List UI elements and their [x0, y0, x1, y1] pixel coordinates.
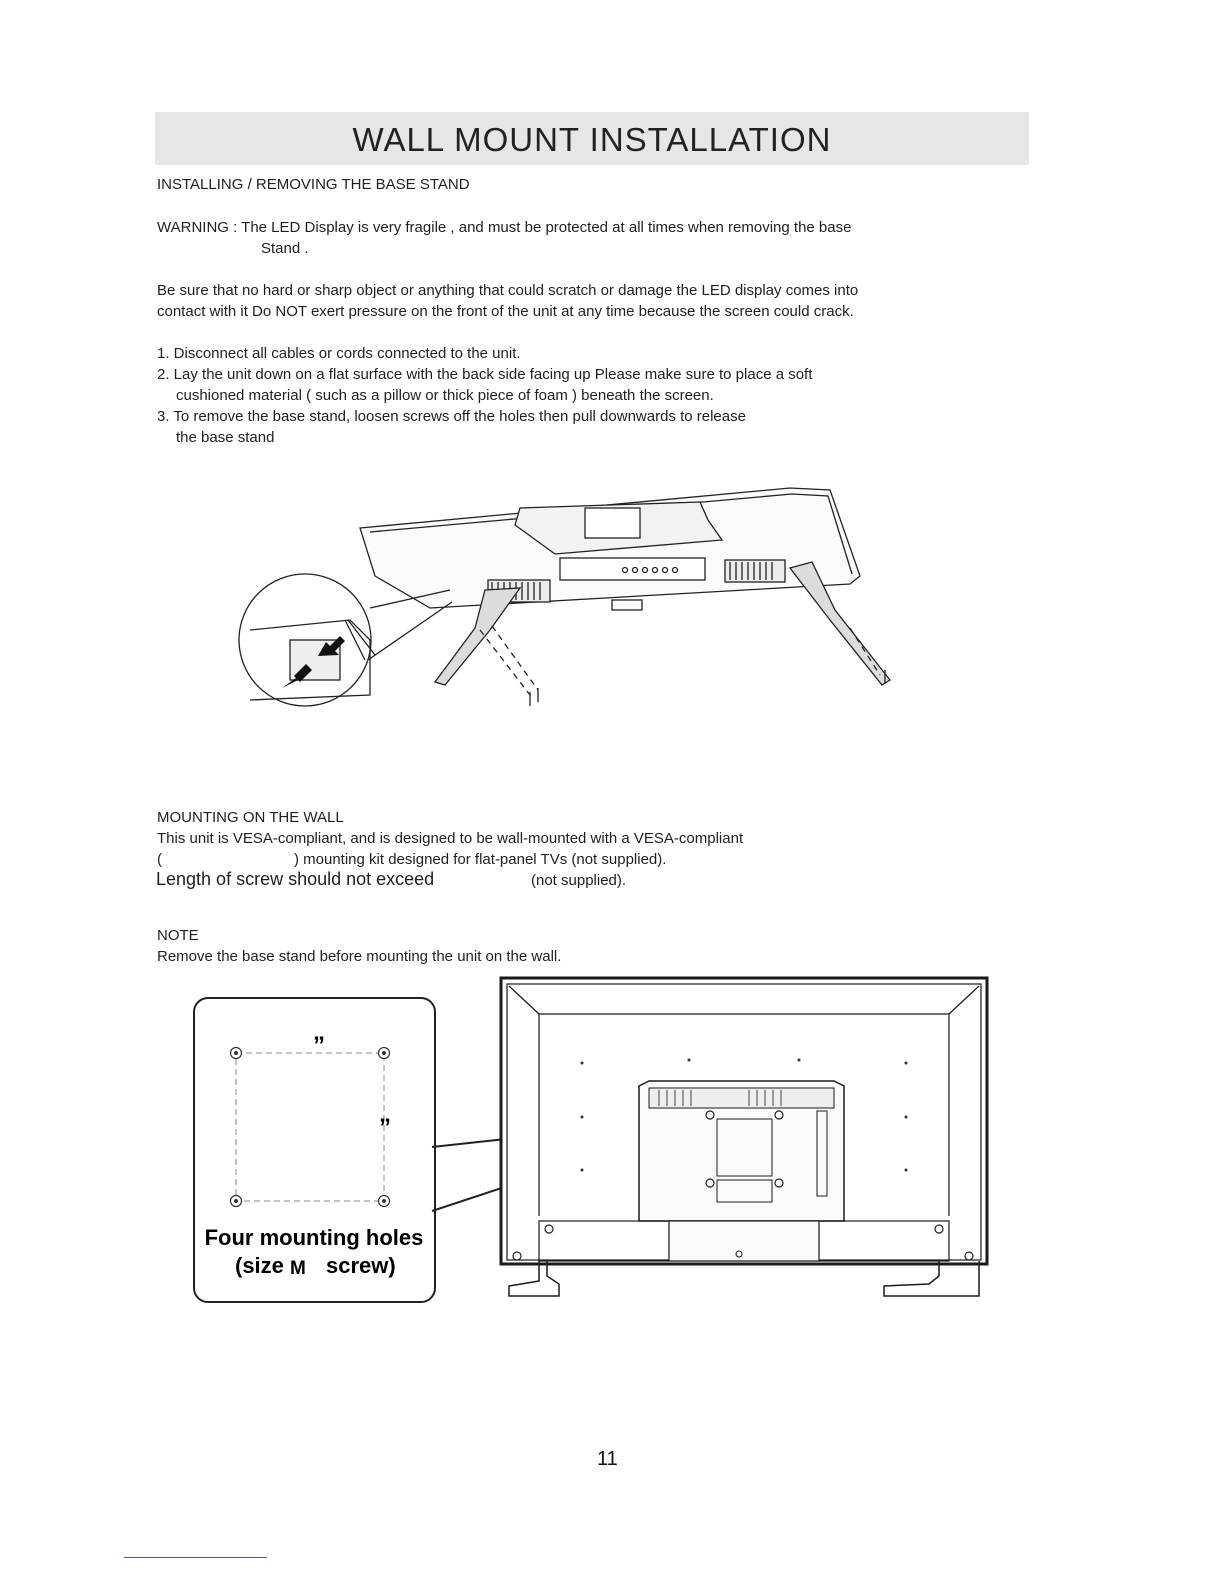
- page-number: 11: [597, 1448, 618, 1470]
- note-text: Remove the base stand before mounting the unit on the wall.: [157, 948, 562, 965]
- dimension-mark-side: ”: [379, 1114, 391, 1141]
- mounting-hole-icon: [706, 1111, 714, 1119]
- footer-rule: [124, 1557, 267, 1558]
- step-2: 2. Lay the unit down on a flat surface with the back side facing up Please make sure to place a soft: [157, 366, 813, 383]
- mounting-caption-m: M: [290, 1258, 306, 1279]
- vesa-line-1: This unit is VESA-compliant, and is designed to be wall-mounted with a VESA-compliant: [157, 830, 744, 847]
- tv-rear-view-illustration: [499, 976, 989, 1300]
- warning-line-1: WARNING : The LED Display is very fragile , and must be protected at all times when removing the base: [157, 219, 852, 236]
- mounting-hole-icon: [775, 1179, 783, 1187]
- mounting-caption-screw: screw): [326, 1253, 396, 1278]
- step-3: 3. To remove the base stand, loosen screws off the holes then pull downwards to release: [157, 408, 746, 425]
- warning-line-2: Stand .: [261, 240, 309, 257]
- screw-length-line: Length of screw should not exceed: [156, 869, 435, 889]
- caution-line-1: Be sure that no hard or sharp object or anything that could scratch or damage the LED display comes into: [157, 282, 859, 299]
- note-heading: NOTE: [157, 927, 199, 944]
- mounting-hole-icon: [706, 1179, 714, 1187]
- screw-length-note: (not supplied).: [531, 872, 627, 889]
- vesa-line-2-rest: ) mounting kit designed for flat-panel TVs (not supplied).: [294, 851, 667, 868]
- mounting-caption-line-1: Four mounting holes: [204, 1225, 424, 1250]
- dimension-mark-top: ”: [313, 1032, 325, 1059]
- mounting-hole-icon: [775, 1111, 783, 1119]
- mounting-caption-size: (size: [235, 1253, 284, 1278]
- step-3-continued: the base stand: [176, 429, 275, 446]
- caution-line-2: contact with it Do NOT exert pressure on the front of the unit at any time because the screen could crack.: [157, 303, 854, 320]
- section-heading-wall: MOUNTING ON THE WALL: [157, 809, 344, 826]
- vesa-line-2-open: (: [157, 851, 162, 868]
- title-bar: [155, 112, 1029, 165]
- page-title: WALL MOUNT INSTALLATION: [352, 121, 832, 158]
- step-1: 1. Disconnect all cables or cords connected to the unit.: [157, 345, 521, 362]
- mounting-holes-diagram: [193, 997, 438, 1305]
- section-heading-base-stand: INSTALLING / REMOVING THE BASE STAND: [157, 176, 470, 193]
- base-stand-removal-illustration: [230, 480, 910, 750]
- step-2-continued: cushioned material ( such as a pillow or thick piece of foam ) beneath the screen.: [176, 387, 714, 404]
